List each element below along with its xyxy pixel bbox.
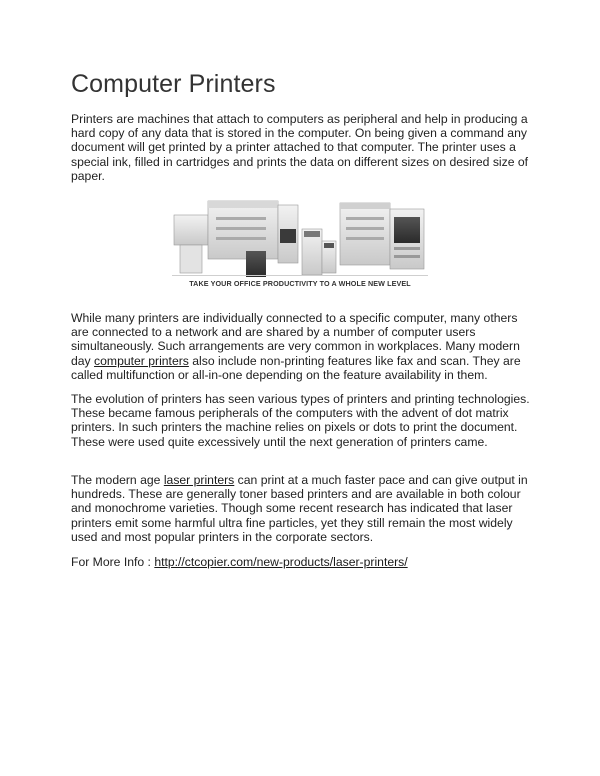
- office-printer-center: [302, 229, 336, 275]
- paragraph-text: also include non-printing features like fax and scan. They are called multifunction or all-in-one depending on the feature availability in them.: [71, 353, 521, 382]
- banner-tagline: TAKE YOUR OFFICE PRODUCTIVITY TO A WHOLE NEW LEVEL: [189, 279, 411, 288]
- paragraph-text: The modern age: [71, 473, 164, 487]
- evolution-paragraph: The evolution of printers has seen various types of printers and printing technologies. These became famous peripherals of the computers with the advent of dot matrix printers. In such printers the machine relies on pixels or dots to print the document. These were used quite excessively until the next generation of printers came.: [71, 392, 530, 449]
- more-info-label: For More Info :: [71, 555, 155, 569]
- laser-printers-paragraph: [71, 473, 533, 544]
- production-printer-right: [340, 203, 424, 269]
- more-info-link[interactable]: http://ctcopier.com/new-products/laser-printers/: [154, 555, 408, 569]
- page-title: Computer Printers: [71, 70, 276, 98]
- printers-illustration: [172, 193, 428, 279]
- network-printers-paragraph: [71, 311, 533, 382]
- computer-printers-link[interactable]: computer printers: [94, 353, 189, 368]
- production-printer-left: [174, 201, 298, 277]
- paragraph-text: While many printers are individually connected to a specific computer, many others are connected to a network and are shared by a number of computer users simultaneously. Such arrangements are very common in workplaces. Many modern day: [71, 311, 520, 368]
- laser-printers-link[interactable]: laser printers: [163, 473, 235, 487]
- paragraph-text: can print at a much faster pace and can give output in hundreds. These are generally toner based printers and are available in both colour and monochrome varieties. Though some recent research has indicated that laser printers emit some harmful ultra fine particles, yet they still remain the most widely used and most popular printers in the corporate sectors.: [71, 473, 528, 544]
- more-info-line: [71, 555, 533, 569]
- intro-paragraph: Printers are machines that attach to computers as peripheral and help in producing a hard copy of any data that is stored in the computer. On being given a command any document will get printed by a printer attached to that computer. The printer uses a special ink, filled in cartridges and prints the data on different sizes on desired size of paper.: [71, 112, 529, 183]
- printers-banner-image: [172, 193, 428, 295]
